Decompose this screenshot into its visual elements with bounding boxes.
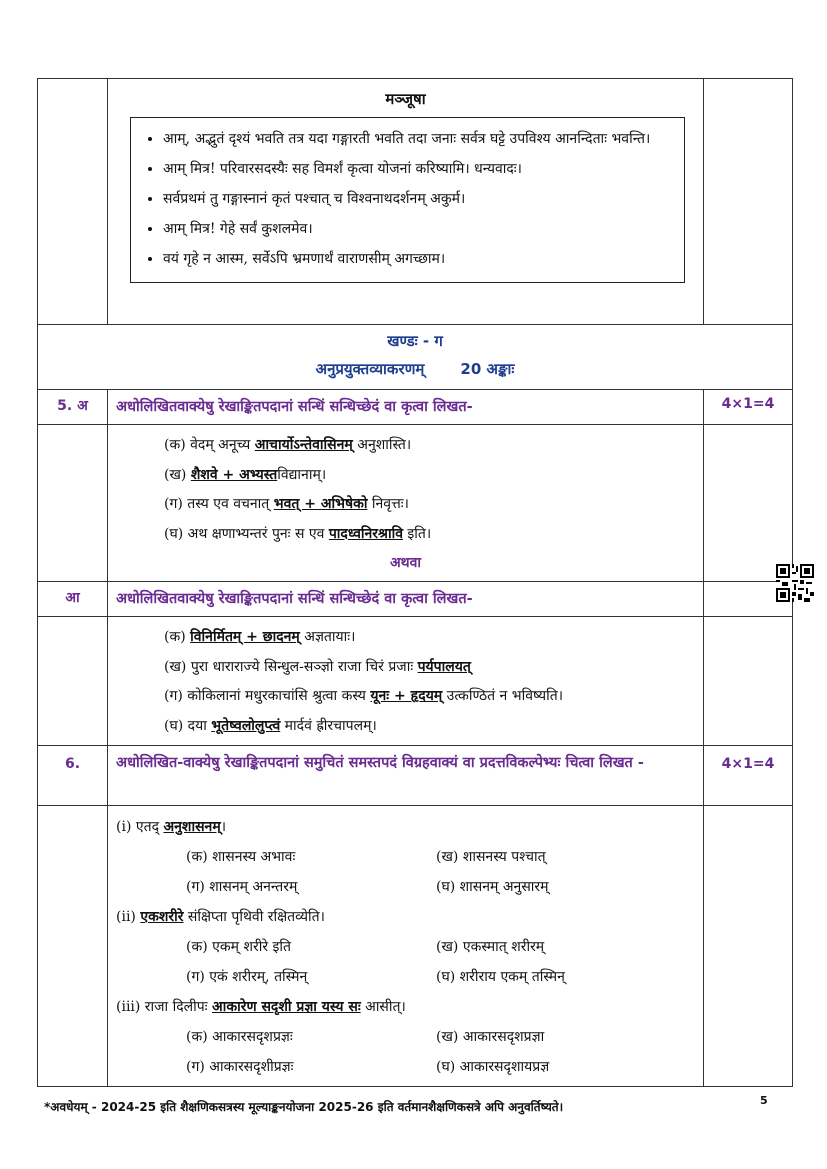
q5a-item-ka: (क) वेदम् अनूच्य आचार्योऽन्तेवासिनम् अनुशास्ति। (164, 437, 412, 453)
option: (क) एकम् शरीरे इति (186, 939, 291, 955)
question-table (37, 78, 793, 1087)
q5a-item-ga: (ग) तस्य एव वचनात् भवत् + अभिषेको निवृत्तः। (164, 496, 409, 512)
question-number: 6. (38, 746, 108, 806)
q5a-marks: 4×1=4 (704, 390, 793, 425)
manjusha-item: • आम्, अद्भुतं दृश्यं भवति तत्र यदा गङ्गारती भवति तदा जनाः सर्वत्र घट्टे उपविश्य आनन्दिताः भवन्ति। (163, 124, 674, 154)
q5aa-header-row (38, 582, 793, 617)
section-marks: 20 अङ्काः (460, 360, 515, 378)
q6-question-1: (i) एतद् अनुशासनम्। (116, 819, 226, 835)
manjusha-item: • वयं गृहे न आस्म, सर्वेऽपि भ्रमणार्थं वाराणसीम् अगच्छाम। (163, 244, 674, 274)
q5aa-item-ga: (ग) कोकिलानां मधुरकाचांसि श्रुत्वा कस्य यूनः + हृदयम् उत्कण्ठितं न भविष्यति। (164, 688, 564, 704)
option: (ख) एकस्मात् शरीरम् (436, 939, 545, 955)
option: (ग) एकं शरीरम्, तस्मिन् (186, 969, 308, 985)
q5aa-items-row (38, 617, 793, 746)
q5aa-item-ka: (क) विनिर्मितम् + छादनम् अज्ञतायाः। (164, 629, 356, 645)
q5a-instruction: अधोलिखितवाक्येषु रेखाङ्कितपदानां सन्धिं सन्धिच्छेदं वा कृत्वा लिखत- (108, 390, 704, 425)
q5a-items-row (38, 425, 793, 582)
option: (घ) आकारसदृशायप्रज्ञ (436, 1059, 550, 1075)
manjusha-item: • सर्वप्रथमं तु गङ्गास्नानं कृतं पश्चात् च विश्वनाथदर्शनम् अकुर्म। (163, 184, 674, 214)
q5aa-item-gha: (घ) दया भूतेष्वलोलुप्त्वं मार्दवं ह्रीरचापलम्। (164, 717, 377, 734)
q6-options-2 (116, 932, 703, 992)
section-title: खण्डः - ग (387, 332, 443, 350)
q5aa-instruction: अधोलिखितवाक्येषु रेखाङ्कितपदानां सन्धिं सन्धिच्छेदं वा कृत्वा लिखत- (108, 582, 704, 617)
q5a-item-kha: (ख) शैशवे + अभ्यस्तविद्यानाम्। (164, 466, 327, 483)
option: (ख) शासनस्य पश्चात् (436, 849, 546, 865)
manjusha-box (130, 117, 685, 283)
option: (घ) शरीराय एकम् तस्मिन् (436, 969, 565, 985)
option: (क) शासनस्य अभावः (186, 849, 296, 865)
footer-note: *अवधेयम् - 2024-25 इति शैक्षणिकसत्रस्य मूल्याङ्कनयोजना 2025-26 इति वर्तमानशैक्षणिकसत्रे अपि अनुवर्तिष्यते। (44, 1100, 564, 1114)
q5a-header-row (38, 390, 793, 425)
q6-items-row (38, 806, 793, 1087)
question-paper (37, 78, 793, 1087)
q6-header-row (38, 746, 793, 806)
q5a-item-gha: (घ) अथ क्षणाभ्यन्तरं पुनः स एव पादध्वनिरश्रावि इति। (164, 525, 432, 542)
qr-code-icon (776, 564, 814, 602)
option: (ग) आकारसदृशीप्रज्ञः (186, 1059, 294, 1075)
q6-marks: 4×1=4 (704, 746, 793, 806)
question-number: 5. अ (38, 390, 108, 425)
q6-instruction: अधोलिखित-वाक्येषु रेखाङ्कितपदानां समुचितं समस्तपदं विग्रहवाक्यं वा प्रदत्तविकल्पेभ्यः चित्वा लिखत - (108, 746, 704, 806)
q6-question-2: (ii) एकशरीरे संक्षिप्ता पृथिवी रक्षितव्येति। (116, 909, 325, 925)
option: (घ) शासनम् अनुसारम् (436, 879, 549, 895)
option: (क) आकारसदृशप्रज्ञः (186, 1029, 293, 1045)
manjusha-item: • आम् मित्र! गेहे सर्वं कुशलमेव। (163, 214, 674, 244)
manjusha-row (38, 79, 793, 325)
page-number: 5 (760, 1094, 768, 1107)
option: (ग) शासनम् अनन्तरम् (186, 879, 298, 895)
manjusha-item: • आम् मित्र! परिवारसदस्यैः सह विमर्शं कृत्वा योजनां करिष्यामि। धन्यवादः। (163, 154, 674, 184)
section-subtitle: अनुप्रयुक्तव्याकरणम् (315, 360, 425, 378)
manjusha-title: मञ्जूषा (385, 90, 426, 108)
question-number: आ (38, 582, 108, 617)
athava-label: अथवा (389, 555, 422, 571)
q6-options-1 (116, 842, 703, 902)
q6-options-3 (116, 1022, 703, 1082)
q5aa-item-kha: (ख) पुरा धाराराज्ये सिन्धुल-सञ्ज्ञो राजा चिरं प्रजाः पर्यपालयत् (164, 658, 471, 675)
q6-question-3: (iii) राजा दिलीपः आकारेण सदृशी प्रज्ञा यस्य सः आसीत्। (116, 999, 406, 1015)
section-heading-row (38, 325, 793, 390)
option: (ख) आकारसदृशप्रज्ञा (436, 1029, 545, 1045)
